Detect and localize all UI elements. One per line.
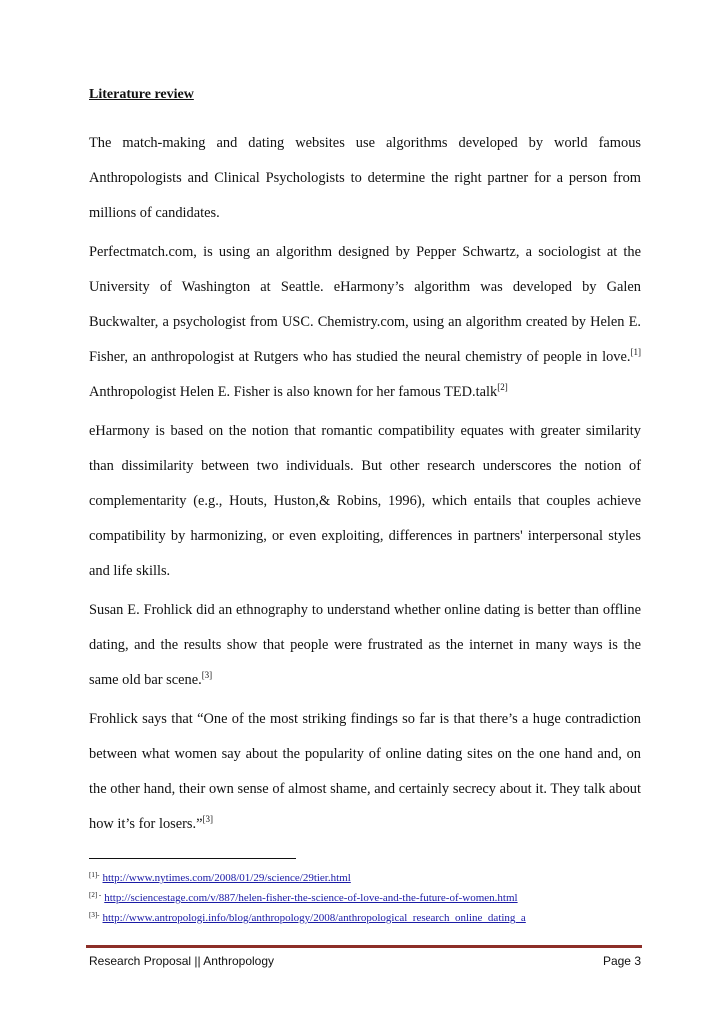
footnote-ref-1[interactable]: [1] <box>630 347 641 357</box>
footer-title: Research Proposal || Anthropology <box>89 954 275 968</box>
footnote-ref-3b[interactable]: [3] <box>202 814 214 824</box>
footnote-ref-3[interactable]: [3] <box>201 670 213 680</box>
paragraph-3 <box>89 414 641 589</box>
paragraph-3-text: eHarmony is based on the notion that romantic compatibility equates with greater similarity than dissimilarity between two individuals. But other research underscores the notion of complementarity (e.g., Houts, Huston,& Robins, 1996), which entails that couples achieve compatibility by harmonizing, or even exploiting, differences in partners' interpersonal styles and life skills. <box>89 423 641 579</box>
page-number: Page 3 <box>602 954 641 968</box>
footnote-1-link[interactable]: http://www.nytimes.com/2008/01/29/science/29tier.html <box>102 872 351 884</box>
footer-rule <box>86 945 642 948</box>
footnote-3 <box>89 907 649 927</box>
footnote-3-mark: [3]- <box>89 911 100 919</box>
footnote-3-link[interactable]: http://www.antropologi.info/blog/anthropology/2008/anthropological_research_online_dating_a <box>102 912 526 924</box>
footnote-1 <box>89 867 649 887</box>
paragraph-1 <box>89 126 641 231</box>
footnote-2-link[interactable]: http://sciencestage.com/v/887/helen-fisher-the-science-of-love-and-the-future-of-women.html <box>104 892 518 904</box>
footnote-1-mark: [1]- <box>89 871 100 879</box>
page-body <box>89 85 641 846</box>
footnotes <box>89 867 649 927</box>
footnote-2-mark: [2] - <box>89 891 102 899</box>
paragraph-2-text-b: Anthropologist Helen E. Fisher is also known for her famous TED.talk <box>89 384 498 400</box>
footnote-separator <box>89 858 296 859</box>
paragraph-2-text-a: Perfectmatch.com, is using an algorithm designed by Pepper Schwartz, a sociologist at the University of Washington at Seattle. eHarmony’s algorithm was developed by Galen Buckwalter, a psychologist from USC. Chemistry.com, using an algorithm created by Helen E. Fisher, an anthropologist at Rutgers who has studied the neural chemistry of people in love. <box>89 244 641 365</box>
paragraph-2 <box>89 235 641 410</box>
paragraph-5-text: Frohlick says that “One of the most striking findings so far is that there’s a huge contradiction between what women say about the popularity of online dating sites on the one hand and, on the other hand, their own sense of almost shame, and certainly secrecy about it. They talk about how it’s for losers.” <box>89 711 641 832</box>
footnote-ref-2[interactable]: [2] <box>497 382 508 392</box>
footnote-2 <box>89 887 649 907</box>
section-heading: Literature review <box>89 87 194 102</box>
paragraph-4-text: Susan E. Frohlick did an ethnography to understand whether online dating is better than offline dating, and the results show that people were frustrated as the internet in many ways is the same old bar scene. <box>89 602 641 688</box>
paragraph-1-text: The match-making and dating websites use algorithms developed by world famous Anthropologists and Clinical Psychologists to determine the right partner for a person from millions of candidates. <box>89 135 641 221</box>
paragraph-5 <box>89 702 641 842</box>
paragraph-4 <box>89 593 641 698</box>
